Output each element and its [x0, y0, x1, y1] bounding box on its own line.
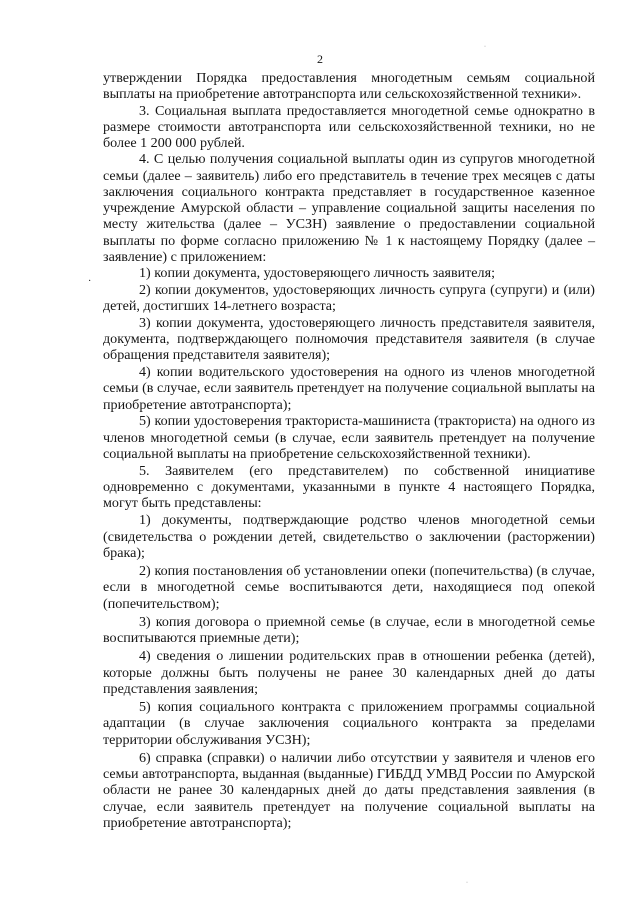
list-item-4-5: 5) копии удостоверения тракториста-машиниста (тракториста) на одного из членов многодетной семьи (в случае, если заявитель претендует на получение социальной выплаты на приобретение сельскохозяйственной техники). [103, 413, 595, 462]
list-item-4-1: 1) копии документа, удостоверяющего личность заявителя; [139, 265, 495, 281]
scan-mark: · [88, 276, 92, 287]
list-item-5-2: 2) копия постановления об установлении опеки (попечительства) (в случае, если в многодетной семье воспитываются дети, находящиеся под опекой (попечительством); [103, 563, 595, 612]
list-item-5-1: 1) документы, подтверждающие родство членов многодетной семьи (свидетельства о рождении детей, свидетельство о заключении (расторжении) брака); [103, 512, 595, 561]
list-item-5-5: 5) копия социального контракта с приложением программы социальной адаптации (в случае заключения социального контракта за пределами территории обслуживания УСЗН); [103, 699, 595, 748]
page-number: 2 [317, 52, 323, 66]
paragraph-continuation: утверждении Порядка предоставления многодетным семьям социальной выплаты на приобретение автотранспорта или сельскохозяйственной техники». [103, 70, 595, 103]
list-item-5-3: 3) копия договора о приемной семье (в случае, если в многодетной семье воспитываются приемные дети); [103, 613, 595, 646]
list-item-4-2: 2) копии документов, удостоверяющих личность супруга (супруги) и (или) детей, достигших 14-летнего возраста; [103, 281, 595, 314]
scan-speck: · [466, 880, 468, 886]
paragraph-5: 5. Заявителем (его представителем) по собственной инициативе одновременно с документами, указанными в пункте 4 настоящего Порядка, могут быть представлены: [103, 462, 595, 511]
list-item-5-4: 4) сведения о лишении родительских прав в отношении ребенка (детей), которые должны быть получены не ранее 30 календарных дней до даты представления заявления; [103, 648, 595, 697]
paragraph-4: 4. С целью получения социальной выплаты один из супругов многодетной семьи (далее – заявитель) либо его представитель в течение трех месяцев с даты заключения социального контракта представляет в государственное казенное учреждение Амурской области – управление социальной защиты населения по месту жительства (далее – УСЗН) заявление о предоставлении социальной выплаты по форме согласно приложению № 1 к настоящему Порядку (далее – заявление) с приложением: [103, 151, 595, 265]
list-item-5-6: 6) справка (справки) о наличии либо отсутствии у заявителя и членов его семьи автотранспорта, выданная (выданные) ГИБДД УМВД России по Амурской области не ранее 30 календарных дней до даты представления заявления (в случае, если заявитель претендует на получение социальной выплаты на приобретение автотранспорта); [103, 749, 595, 831]
document-body [103, 70, 595, 833]
list-item-4-4: 4) копии водительского удостоверения на одного из членов многодетной семьи (в случае, если заявитель претендует на получение социальной выплаты на приобретение автотранспорта); [103, 364, 596, 413]
paragraph-3: 3. Социальная выплата предоставляется многодетной семье однократно в размере стоимости автотранспорта или сельскохозяйственной техники, но не более 1 200 000 рублей. [103, 102, 595, 151]
scan-speck: · [484, 44, 486, 50]
list-item-4-3: 3) копии документа, удостоверяющего личность представителя заявителя, документа, подтверждающего полномочия представителя заявителя (в случае обращения представителя заявителя); [103, 314, 595, 364]
